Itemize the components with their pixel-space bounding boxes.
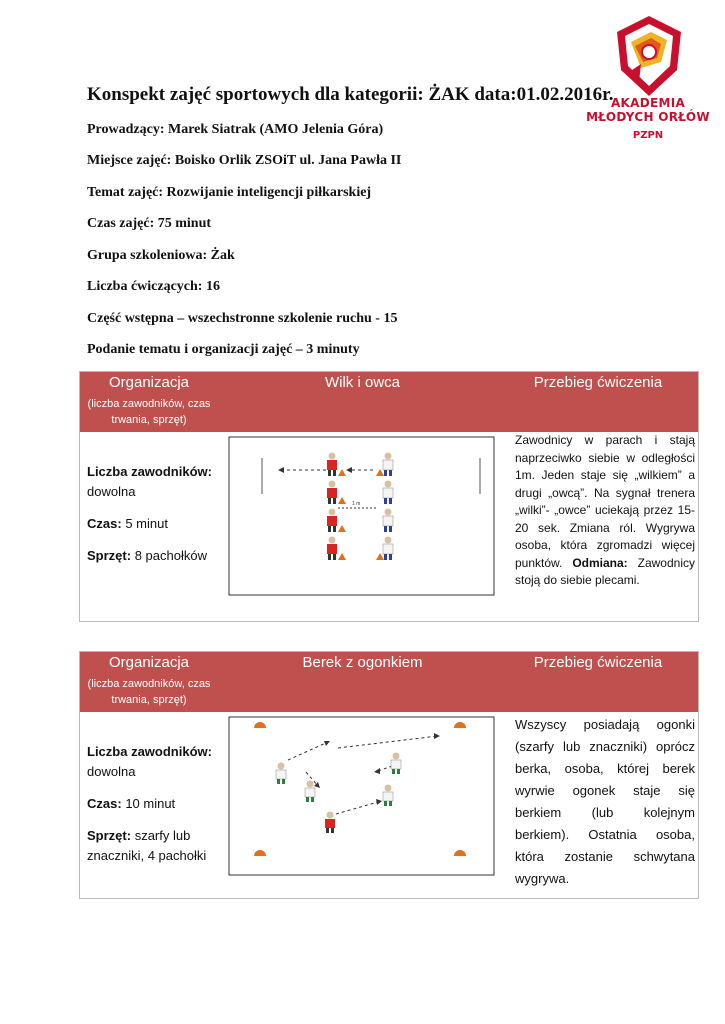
exercise-title: Wilk i owca bbox=[324, 374, 400, 391]
exercise-description bbox=[515, 432, 695, 590]
header-course: Przebieg ćwiczenia bbox=[533, 374, 663, 391]
document-title: Konspekt zajęć sportowych dla kategorii: ŻAK data:01.02.2016r. bbox=[87, 84, 614, 105]
logo-text-line3: PZPN bbox=[632, 130, 664, 141]
time-label: Czas: bbox=[87, 516, 122, 531]
info-location: Miejsce zajęć: Boisko Orlik ZSOiT ul. Jana Pawła II bbox=[87, 153, 402, 168]
header-organization-sub: (liczba zawodników, czas trwania, sprzęt) bbox=[87, 678, 211, 706]
equipment-value: szarfy lub znaczniki, 4 pachołki bbox=[87, 828, 207, 863]
header-course: Przebieg ćwiczenia bbox=[533, 654, 663, 671]
info-instructor: Prowadzący: Marek Siatrak (AMO Jelenia Góra) bbox=[87, 122, 384, 137]
description-text: Wszyscy posiadają ogonki (szarfy lub znaczniki) oprócz berka, osoba, której berek wyrwie ogonek staje się berkiem (lub kolejnym berkiem). Ostatnia osoba, która zostanie schwytana wygrywa. bbox=[515, 717, 695, 886]
info-group: Grupa szkoleniowa: Żak bbox=[87, 248, 235, 263]
amo-logo bbox=[583, 12, 713, 147]
organization-details bbox=[87, 462, 227, 566]
players-label: Liczba zawodników: bbox=[87, 464, 212, 479]
info-intro-part: Część wstępna – wszechstronne szkolenie ruchu - 15 bbox=[87, 311, 398, 326]
players-label: Liczba zawodników: bbox=[87, 744, 212, 759]
exercise-description bbox=[515, 714, 695, 890]
info-organization: Podanie tematu i organizacji zajęć – 3 minuty bbox=[87, 342, 360, 357]
time-value: 5 minut bbox=[125, 516, 168, 531]
logo-emblem-icon bbox=[611, 12, 687, 98]
logo-text-line1: AKADEMIA bbox=[610, 96, 686, 110]
header-organization-sub: (liczba zawodników, czas trwania, sprzęt) bbox=[87, 398, 211, 426]
equipment-label: Sprzęt: bbox=[87, 828, 132, 843]
info-duration: Czas zajęć: 75 minut bbox=[87, 216, 212, 231]
players-value: dowolna bbox=[87, 484, 136, 499]
exercise-section-wilk-i-owca bbox=[79, 371, 699, 622]
organization-details bbox=[87, 742, 227, 866]
time-value: 10 minut bbox=[125, 796, 176, 811]
info-topic: Temat zajęć: Rozwijanie inteligencji piłkarskiej bbox=[87, 185, 372, 200]
exercise-title: Berek z ogonkiem bbox=[302, 654, 423, 671]
header-organization: Organizacja bbox=[108, 654, 190, 671]
logo-text-line2: MŁODYCH ORŁÓW bbox=[586, 110, 710, 124]
section-header bbox=[80, 372, 698, 432]
description-text: Zawodnicy w parach i stają naprzeciwko siebie w odległości 1m. Jeden staje się „wilkiem” a drugi „owcą”. Na sygnał trenera „wilki”- „owce” uciekają przez 15-20 sek. Zmiana ról. Wygrywa osoba, która zgromadzi więcej punktów. bbox=[515, 433, 695, 570]
time-label: Czas: bbox=[87, 796, 122, 811]
exercise-section-berek-z-ogonkiem bbox=[79, 651, 699, 899]
section-body bbox=[80, 432, 698, 614]
variant-text: Zawodnicy stoją do siebie plecami. bbox=[515, 555, 695, 587]
section-body bbox=[80, 712, 698, 894]
exercise-diagram bbox=[228, 716, 496, 876]
exercise-diagram bbox=[228, 436, 496, 596]
equipment-label: Sprzęt: bbox=[87, 548, 132, 563]
distance-label: 1 m bbox=[352, 501, 361, 507]
players-value: dowolna bbox=[87, 764, 136, 779]
info-participants: Liczba ćwiczących: 16 bbox=[87, 279, 220, 294]
equipment-value: 8 pachołków bbox=[134, 548, 207, 563]
section-header bbox=[80, 652, 698, 712]
header-organization: Organizacja bbox=[108, 374, 190, 391]
variant-label: Odmiana: bbox=[572, 555, 628, 570]
